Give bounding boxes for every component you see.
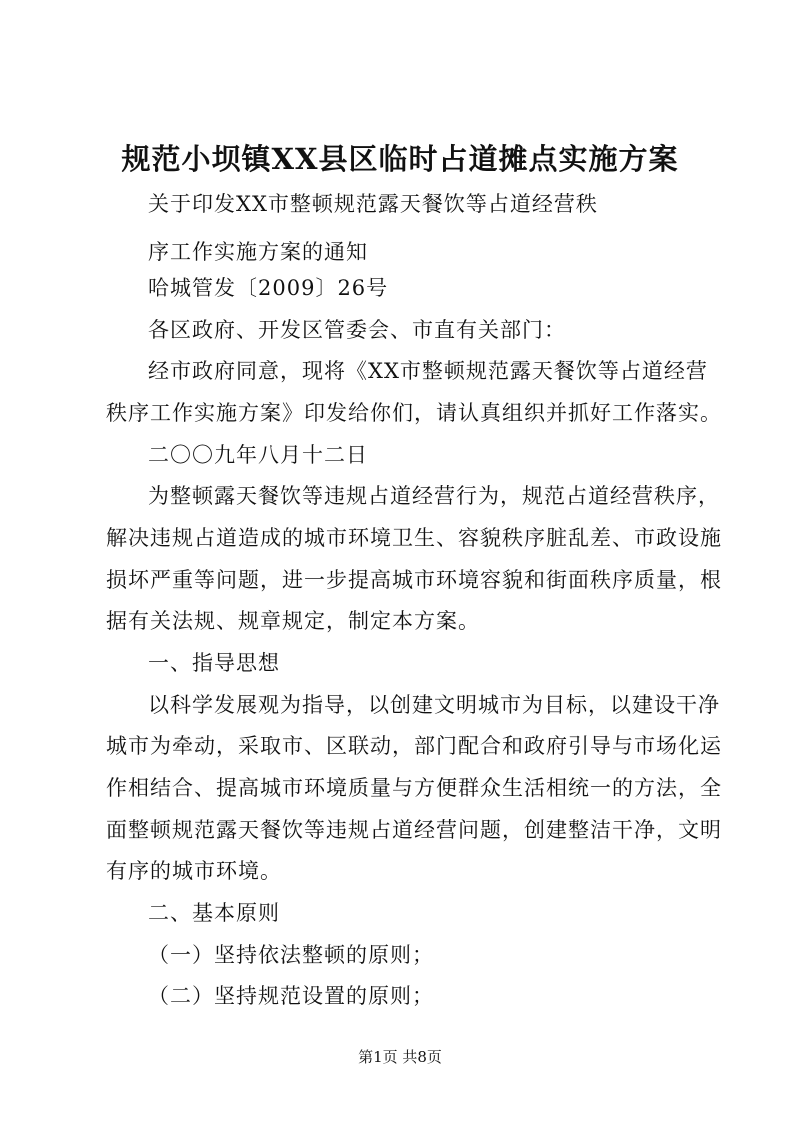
body-paragraph-3-line-4: 面整顿规范露天餐饮等违规占道经营问题，创建整洁干净，文明 (106, 818, 722, 842)
page-footer: 第1页 共8页 (358, 1048, 442, 1066)
body-paragraph-1-line-2: 秩序工作实施方案》印发给你们，请认真组织并抓好工作落实。 (106, 401, 722, 425)
section-heading-1: 一、指导思想 (148, 651, 280, 675)
body-paragraph-3-line-2: 城市为牵动，采取市、区联动，部门配合和政府引导与市场化运 (106, 734, 722, 758)
notice-title-line-2: 序工作实施方案的通知 (148, 240, 368, 264)
document-title: 规范小坝镇XX县区临时占道摊点实施方案 (121, 142, 679, 176)
recipients-line: 各区政府、开发区管委会、市直有关部门： (148, 318, 566, 342)
principle-item-1: （一）坚持依法整顿的原则； (148, 943, 434, 967)
body-paragraph-3-line-3: 作相结合、提高城市环境质量与方便群众生活相统一的方法，全 (106, 776, 722, 800)
body-paragraph-2-line-2: 解决违规占道造成的城市环境卫生、容貌秩序脏乱差、市政设施 (106, 526, 722, 550)
principle-item-2: （二）坚持规范设置的原则； (148, 984, 434, 1008)
body-paragraph-3-line-5: 有序的城市环境。 (106, 859, 282, 883)
body-paragraph-3-line-1: 以科学发展观为指导，以创建文明城市为目标，以建设干净 (148, 693, 720, 717)
body-paragraph-2-line-1: 为整顿露天餐饮等违规占道经营行为，规范占道经营秩序， (148, 484, 720, 508)
body-paragraph-2-line-3: 损坏严重等问题，进一步提高城市环境容貌和街面秩序质量，根 (106, 568, 722, 592)
issue-date: 二〇〇九年八月十二日 (148, 443, 368, 467)
body-paragraph-1-line-1: 经市政府同意，现将《XX市整顿规范露天餐饮等占道经营 (148, 359, 708, 383)
body-paragraph-2-line-4: 据有关法规、规章规定，制定本方案。 (106, 609, 480, 633)
notice-title-line-1: 关于印发XX市整顿规范露天餐饮等占道经营秩 (148, 192, 598, 216)
document-number: 哈城管发〔2009〕26号 (148, 276, 389, 300)
section-heading-2: 二、基本原则 (148, 901, 280, 925)
